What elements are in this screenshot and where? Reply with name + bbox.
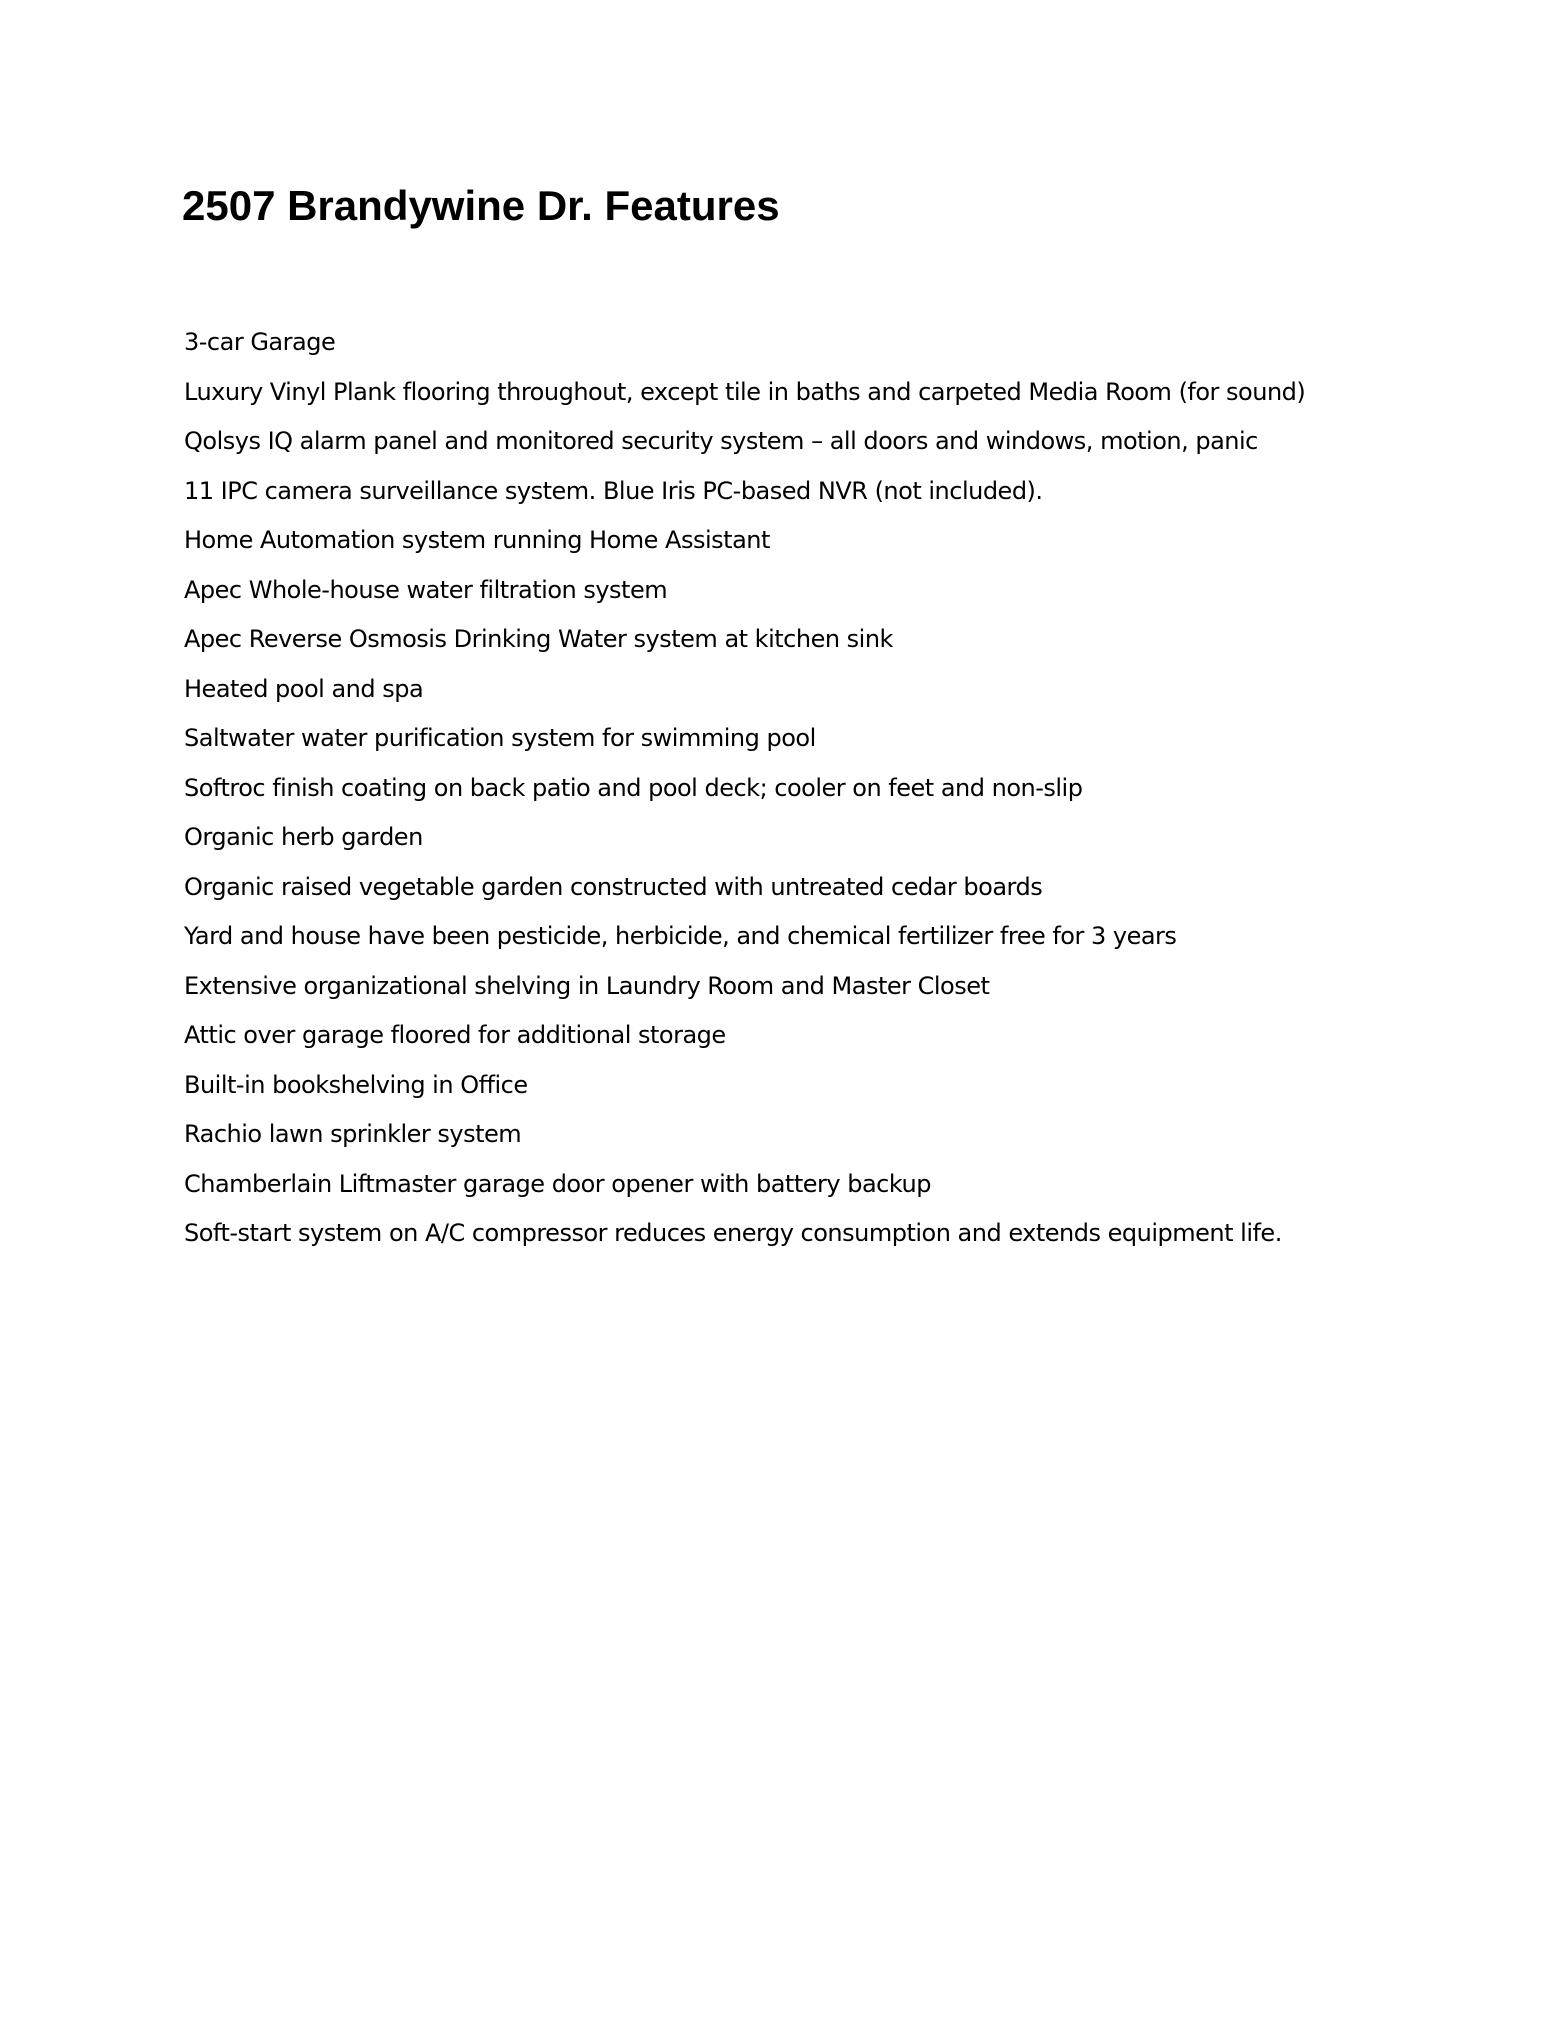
feature-item: Extensive organizational shelving in Laundry Room and Master Closet: [184, 971, 990, 1000]
feature-item: 3-car Garage: [184, 328, 336, 356]
document-title: 2507 Brandywine Dr. Features: [182, 182, 780, 229]
feature-item: Apec Whole-house water filtration system: [184, 575, 668, 604]
feature-item: Heated pool and spa: [184, 674, 424, 703]
feature-item: Organic herb garden: [184, 823, 423, 851]
feature-item: Saltwater water purification system for swimming pool: [184, 724, 816, 752]
feature-item: Luxury Vinyl Plank flooring throughout, except tile in baths and carpeted Media Room (for sound): [184, 377, 1306, 406]
feature-item: Home Automation system running Home Assistant: [184, 526, 770, 554]
feature-item: 11 IPC camera surveillance system. Blue Iris PC-based NVR (not included).: [184, 476, 1043, 505]
feature-item: Apec Reverse Osmosis Drinking Water system at kitchen sink: [184, 625, 893, 653]
feature-item: Softroc finish coating on back patio and pool deck; cooler on feet and non-slip: [184, 773, 1083, 802]
feature-list: [184, 318, 1305, 1259]
feature-item: Organic raised vegetable garden constructed with untreated cedar boards: [184, 872, 1043, 901]
feature-item: Chamberlain Liftmaster garage door opener with battery backup: [184, 1169, 931, 1198]
feature-item: Attic over garage floored for additional storage: [184, 1021, 726, 1049]
feature-item: Qolsys IQ alarm panel and monitored security system – all doors and windows, motion, panic: [184, 427, 1258, 455]
feature-item: Soft-start system on A/C compressor reduces energy consumption and extends equipment life.: [184, 1219, 1282, 1247]
feature-item: Built-in bookshelving in Office: [184, 1070, 528, 1099]
feature-item: Rachio lawn sprinkler system: [184, 1120, 522, 1148]
feature-item: Yard and house have been pesticide, herbicide, and chemical fertilizer free for 3 years: [184, 922, 1177, 950]
